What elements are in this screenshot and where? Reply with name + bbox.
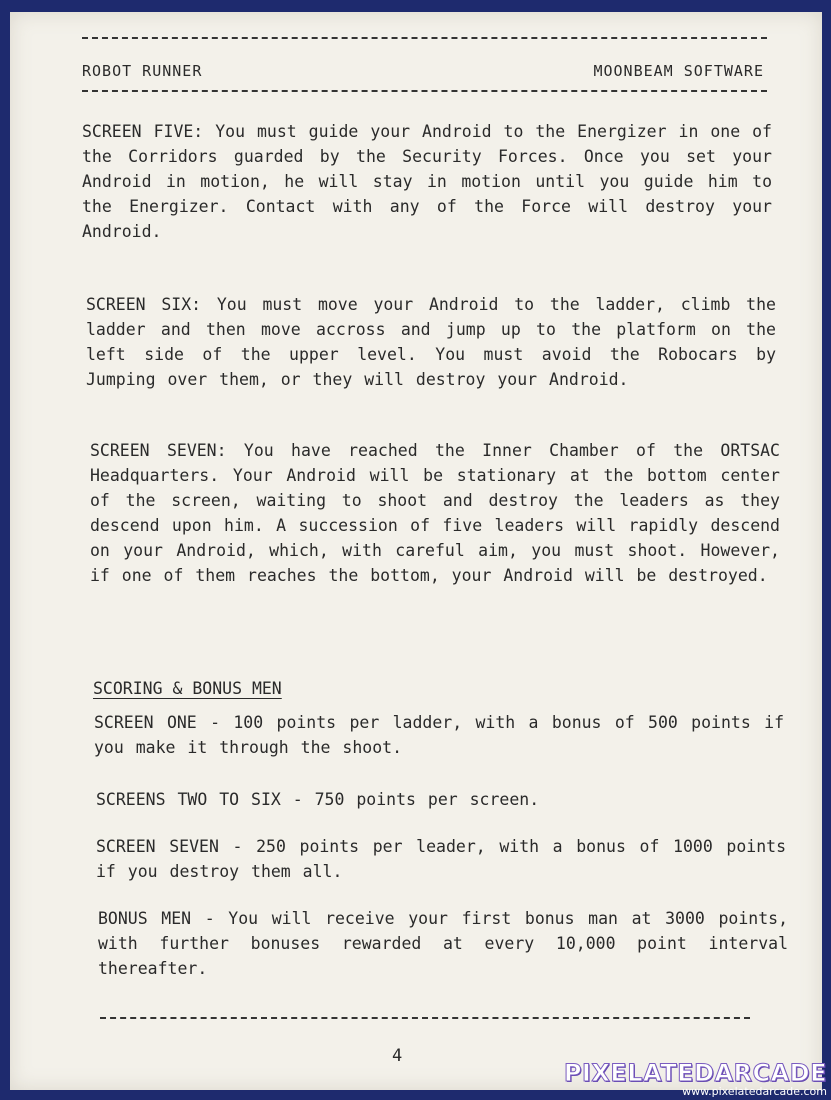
header-publisher: MOONBEAM SOFTWARE [593,62,764,80]
footer-rule [100,1017,750,1019]
scoring-bonus-men: BONUS MEN - You will receive your first bonus man at 3000 points, with further bonuses rewarded at every 10,000 point interval thereafter. [98,909,788,978]
watermark-url: www.pixelatedarcade.com [682,1085,827,1098]
scoring-screen-one: SCREEN ONE - 100 points per ladder, with a bonus of 500 points if you make it through the shoot. [94,713,784,757]
page-number: 4 [392,1046,403,1066]
scoring-screens-two-to-six: SCREENS TWO TO SIX - 750 points per screen. [96,790,540,809]
header-title: ROBOT RUNNER [82,62,203,80]
paragraph-screen-five: SCREEN FIVE: You must guide your Android to the Energizer in one of the Corridors guarded by the Security Forces. Once you set your Android in motion, he will stay in motion until you guide him to the Energizer. Contact with any of the Force will destroy your Android. [82,122,772,241]
header-top-rule [82,37,767,39]
paragraph-screen-six: SCREEN SIX: You must move your Android to the ladder, climb the ladder and then move accross and jump up to the platform on the left side of the upper level. You must avoid the Robocars by Jumping over them, or they will destroy your Android. [86,295,776,389]
manual-page [10,12,822,1090]
scoring-screen-seven: SCREEN SEVEN - 250 points per leader, with a bonus of 1000 points if you destroy them all. [96,837,786,881]
watermark [564,1059,827,1098]
header-bottom-rule [82,90,767,92]
scoring-section-title: SCORING & BONUS MEN [93,679,282,698]
paragraph-screen-seven: SCREEN SEVEN: You have reached the Inner Chamber of the ORTSAC Headquarters. Your Android will be stationary at the bottom center of the screen, waiting to shoot and destroy the leaders as they descend upon him. A succession of five leaders will rapidly descend on your Android, which, with careful aim, you must shoot. However, if one of them reaches the bottom, your Android will be destroyed. [90,441,780,585]
watermark-title: PIXELATEDARCADE [563,1059,827,1087]
